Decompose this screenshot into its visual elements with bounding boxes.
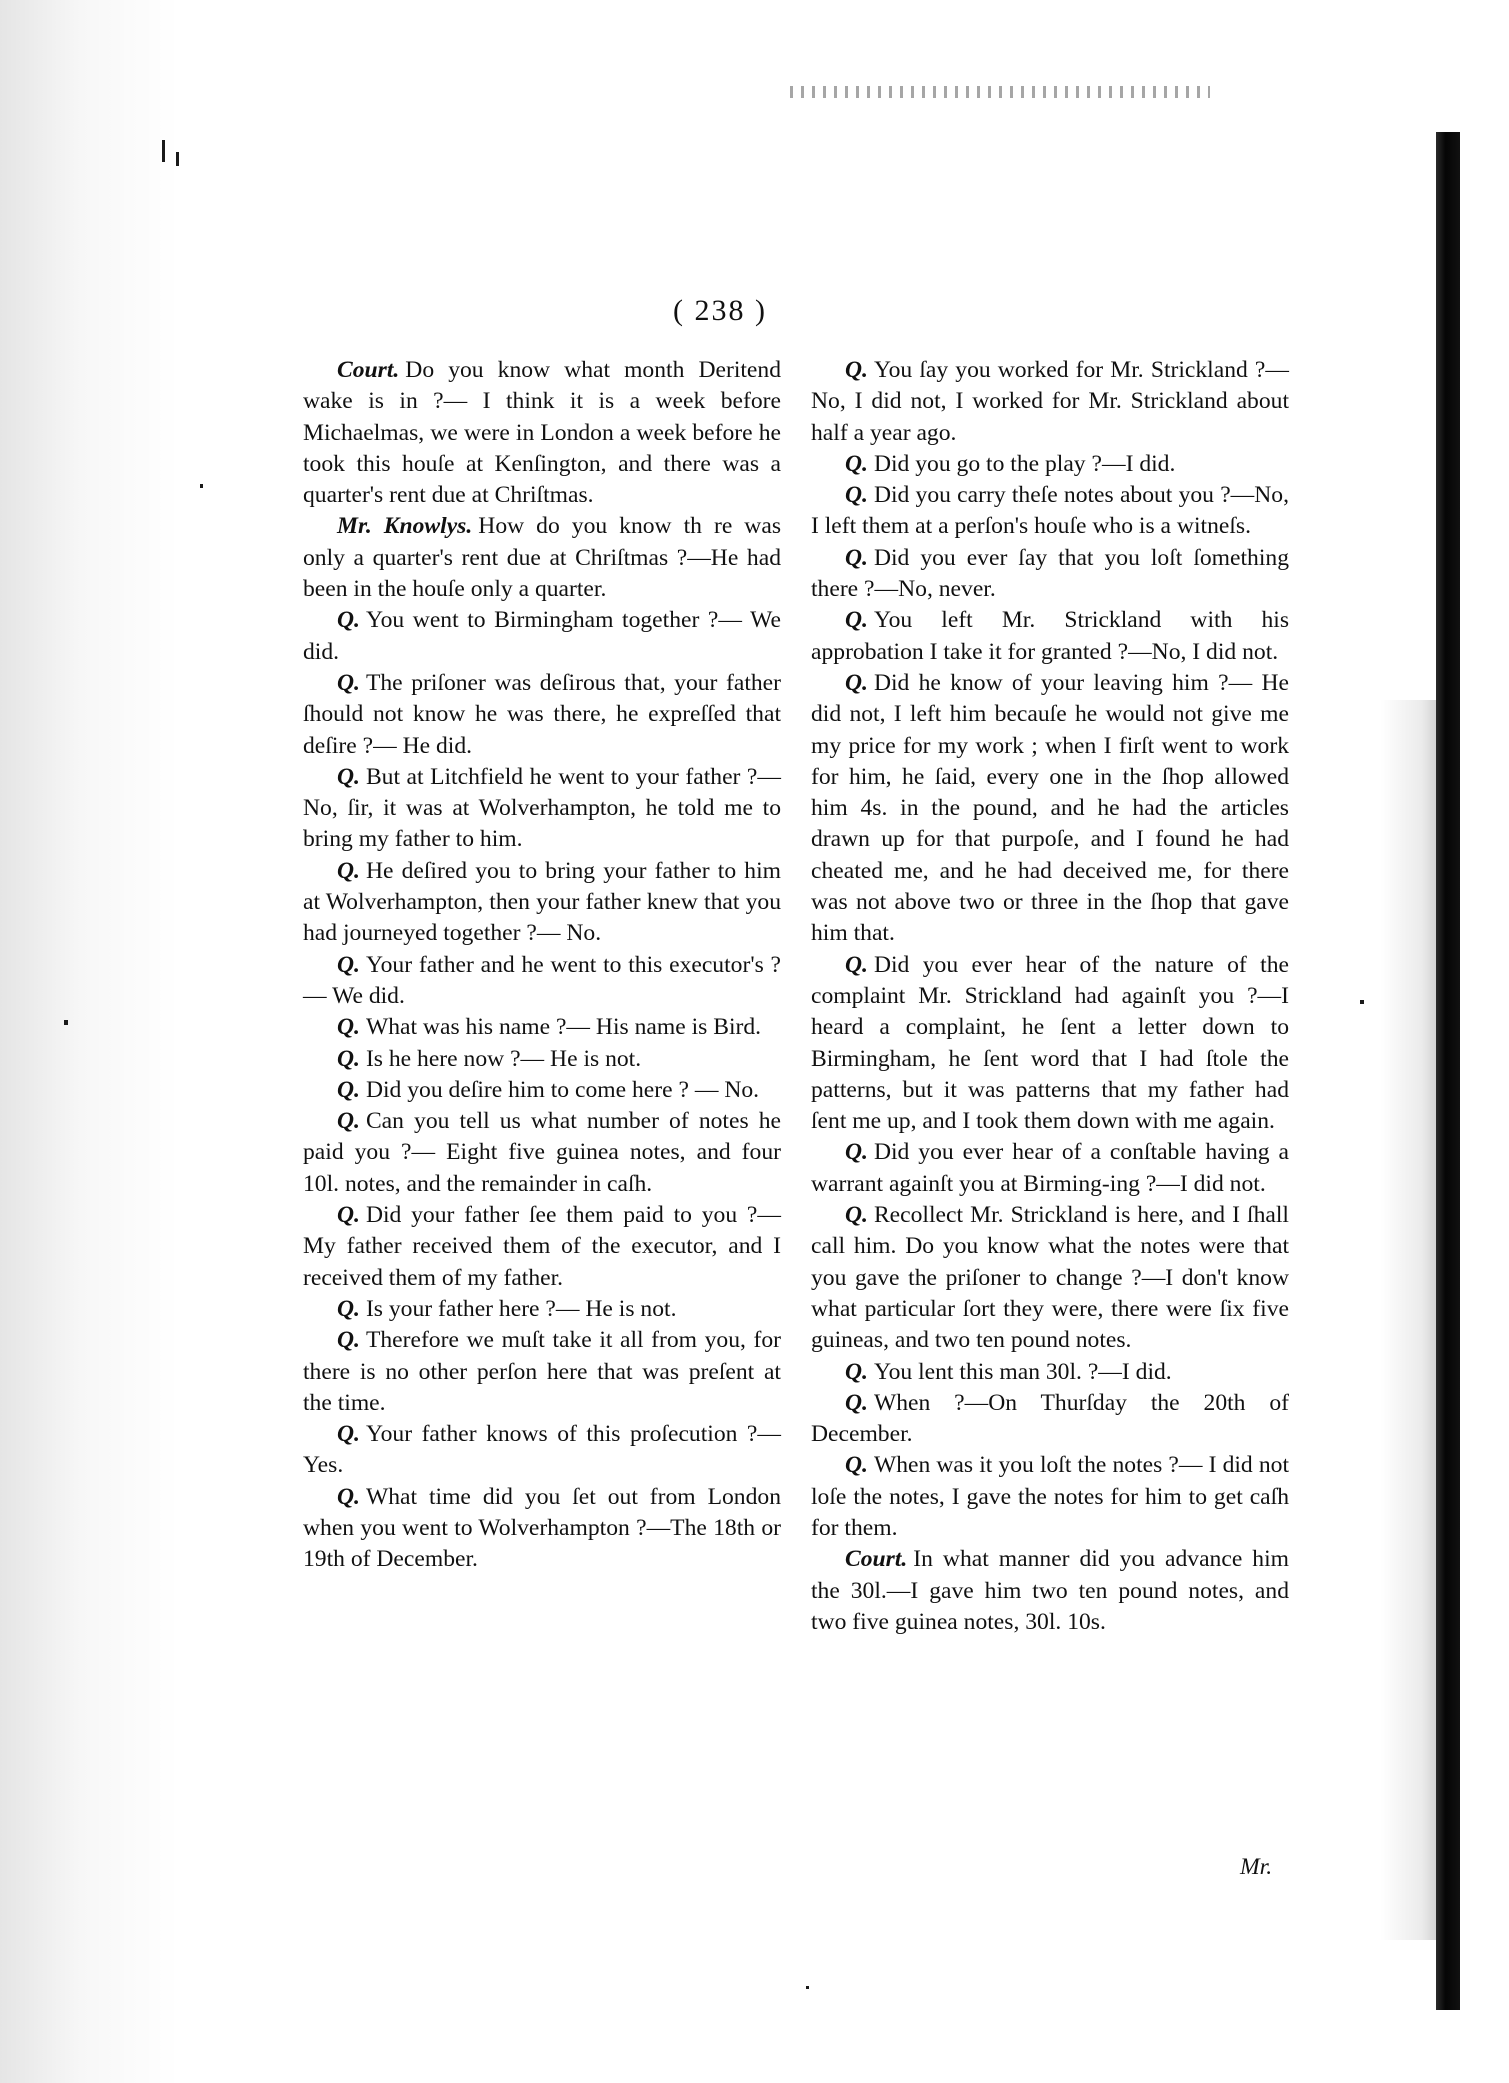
speaker-label: Q. [337, 1327, 360, 1354]
catchword: Mr. [1240, 1854, 1273, 1880]
paragraph [303, 1200, 781, 1294]
speaker-label: Q. [337, 1295, 360, 1322]
scan-speck [1360, 1000, 1364, 1004]
paragraph-text: You went to Birmingham together ?— We did. [303, 607, 781, 665]
speaker-label: Q. [845, 607, 868, 634]
paragraph-text: Did your father ſee them paid to you ?— My father received them of the executor, and I received them of my father. [303, 1202, 781, 1291]
paragraph [303, 762, 781, 856]
paragraph [811, 1450, 1289, 1544]
speaker-label: Q. [845, 1139, 868, 1166]
speaker-label: Q. [337, 1202, 360, 1229]
speaker-label: Court. [845, 1546, 908, 1573]
paragraph-text: Your father knows of this proſecution ?—Yes. [303, 1421, 781, 1479]
paragraph [303, 1325, 781, 1419]
speaker-label: Q. [845, 951, 868, 978]
paragraph [811, 1137, 1289, 1200]
paragraph [303, 605, 781, 668]
paragraph [811, 605, 1289, 668]
paragraph-text: Do you know what month Deritend wake is in ?— I think it is a week before Michaelmas, we were in London a week before he took this houſe at Kenſington, and there was a quarter's rent due at Chriſtmas. [303, 357, 781, 509]
right-column [811, 355, 1289, 1638]
paragraph [303, 1482, 781, 1576]
paragraph-text: How do you know th re was only a quarter's rent due at Chriſtmas ?—He had been in the houſe only a quarter. [303, 513, 782, 603]
speaker-label: Q. [845, 450, 868, 477]
paragraph-text: What time did you ſet out from London when you went to Wolverhampton ?—The 18th or 19th of December. [303, 1483, 781, 1573]
speaker-label: Q. [845, 1452, 868, 1479]
paragraph-text: He deſired you to bring your father to him at Wolverhampton, then your father knew that you had journeyed together ?— No. [303, 857, 781, 947]
paragraph [303, 1106, 781, 1200]
speaker-label: Q. [337, 1421, 360, 1448]
paragraph [303, 355, 781, 511]
paragraph [303, 1044, 781, 1075]
paragraph [303, 511, 781, 605]
paragraph [811, 543, 1289, 606]
paragraph-text: Did he know of your leaving him ?— He did not, I left him becauſe he would not give me my price for my work ; when I firſt went to work for him, he ſaid, every one in the ſhop allowed him 4s. in the pound, and he had the articles drawn up for that purpoſe, and I found he had cheated me, and he had deceived me, for there was not above two or three in the ſhop that gave him that. [811, 669, 1289, 947]
paragraph-text: Therefore we muſt take it all from you, for there is no other perſon here that was preſent at the time. [303, 1327, 781, 1416]
left-column [303, 355, 781, 1576]
scan-top-noise [790, 86, 1210, 98]
paragraph-text: But at Litchfield he went to your father ?— No, ſir, it was at Wolverhampton, he told me to bring my father to him. [303, 763, 781, 853]
paragraph [811, 950, 1289, 1138]
paragraph-text: You left Mr. Strickland with his approbation I take it for granted ?—No, I did not. [811, 607, 1289, 665]
paragraph-text: Is your father here ?— He is not. [365, 1295, 677, 1322]
paragraph [811, 355, 1289, 449]
paragraph-text: In what manner did you advance him the 30l.—I gave him two ten pound notes, and two five guinea notes, 30l. 10s. [811, 1546, 1289, 1635]
speaker-label: Q. [337, 1108, 360, 1135]
paragraph-text: Your father and he went to this executor's ?— We did. [303, 951, 781, 1009]
page-number: ( 238 ) [673, 294, 767, 327]
speaker-label: Q. [845, 544, 868, 571]
paragraph-text: When ?—On Thurſday the 20th of December. [811, 1389, 1289, 1448]
speaker-label: Q. [337, 1076, 360, 1103]
scan-right-edge-fray [1380, 700, 1440, 1940]
paragraph [811, 1544, 1289, 1638]
scan-right-edge-bar [1436, 132, 1460, 2010]
speaker-label: Q. [845, 482, 868, 509]
paragraph-text: Did you go to the play ?—I did. [873, 450, 1176, 477]
paragraph-text: What was his name ?— His name is Bird. [365, 1014, 762, 1041]
paragraph-text: Recollect Mr. Strickland is here, and I ſhall call him. Do you know what the notes were that you gave the priſoner to change ?—I don't know what particular ſort they were, there were ſix five guineas, and two ten pound notes. [811, 1202, 1289, 1354]
speaker-label: Q. [845, 1202, 868, 1229]
paragraph-text: You lent this man 30l. ?—I did. [873, 1358, 1172, 1385]
paragraph [303, 1075, 781, 1106]
paragraph-text: Did you carry theſe notes about you ?—No, I left them at a perſon's houſe who is a witneſs. [811, 482, 1289, 540]
speaker-label: Q. [337, 1014, 360, 1041]
speaker-label: Q. [845, 1389, 868, 1416]
scan-speck [162, 140, 165, 162]
paragraph [811, 480, 1289, 543]
scan-left-margin-shadow [0, 0, 180, 2083]
scan-speck [200, 484, 203, 488]
paragraph-text: Did you ever hear of the nature of the complaint Mr. Strickland had againſt you ?—I heard a complaint, he ſent a letter down to Birmingham, he ſent word that I had ſtole the patterns, but it was patterns that my father had ſent me up, and I took them down with me again. [811, 951, 1289, 1135]
scan-speck [64, 1020, 68, 1025]
speaker-label: Q. [337, 857, 360, 884]
paragraph-text: Can you tell us what number of notes he paid you ?— Eight five guinea notes, and four 10l. notes, and the remainder in caſh. [303, 1108, 781, 1197]
speaker-label: Q. [337, 1045, 360, 1072]
speaker-label: Q. [337, 763, 360, 790]
paragraph-text: Did you ever hear of a conſtable having a warrant againſt you at Birming-ing ?—I did not. [811, 1139, 1289, 1197]
paragraph [303, 1012, 781, 1043]
paragraph-text: Did you deſire him to come here ? — No. [365, 1076, 760, 1103]
paragraph-text: Did you ever ſay that you loſt ſomething there ?—No, never. [811, 544, 1289, 603]
paragraph [303, 1294, 781, 1325]
scan-speck [806, 1986, 809, 1989]
paragraph [303, 668, 781, 762]
speaker-label: Q. [337, 607, 360, 634]
paragraph [303, 950, 781, 1013]
speaker-label: Court. [337, 357, 400, 383]
paragraph [811, 1388, 1289, 1451]
paragraph [811, 1200, 1289, 1356]
speaker-label: Mr. Knowlys. [337, 513, 473, 540]
speaker-label: Q. [337, 951, 360, 978]
speaker-label: Q. [845, 357, 868, 383]
paragraph-text: Is he here now ?— He is not. [365, 1045, 642, 1072]
speaker-label: Q. [337, 1483, 360, 1510]
speaker-label: Q. [845, 1358, 868, 1385]
paragraph-text: You ſay you worked for Mr. Strickland ?—No, I did not, I worked for Mr. Strickland about half a year ago. [811, 357, 1289, 446]
speaker-label: Q. [337, 669, 360, 696]
speaker-label: Q. [845, 669, 868, 696]
paragraph [303, 856, 781, 950]
paragraph [303, 1419, 781, 1482]
paragraph [811, 1357, 1289, 1388]
paragraph [811, 668, 1289, 950]
scan-speck [176, 152, 179, 166]
paragraph-text: When was it you loſt the notes ?— I did not loſe the notes, I gave the notes for him to get caſh for them. [811, 1452, 1289, 1541]
paragraph-text: The priſoner was deſirous that, your father ſhould not know he was there, he expreſſed that deſire ?— He did. [303, 669, 781, 759]
paragraph [811, 449, 1289, 480]
